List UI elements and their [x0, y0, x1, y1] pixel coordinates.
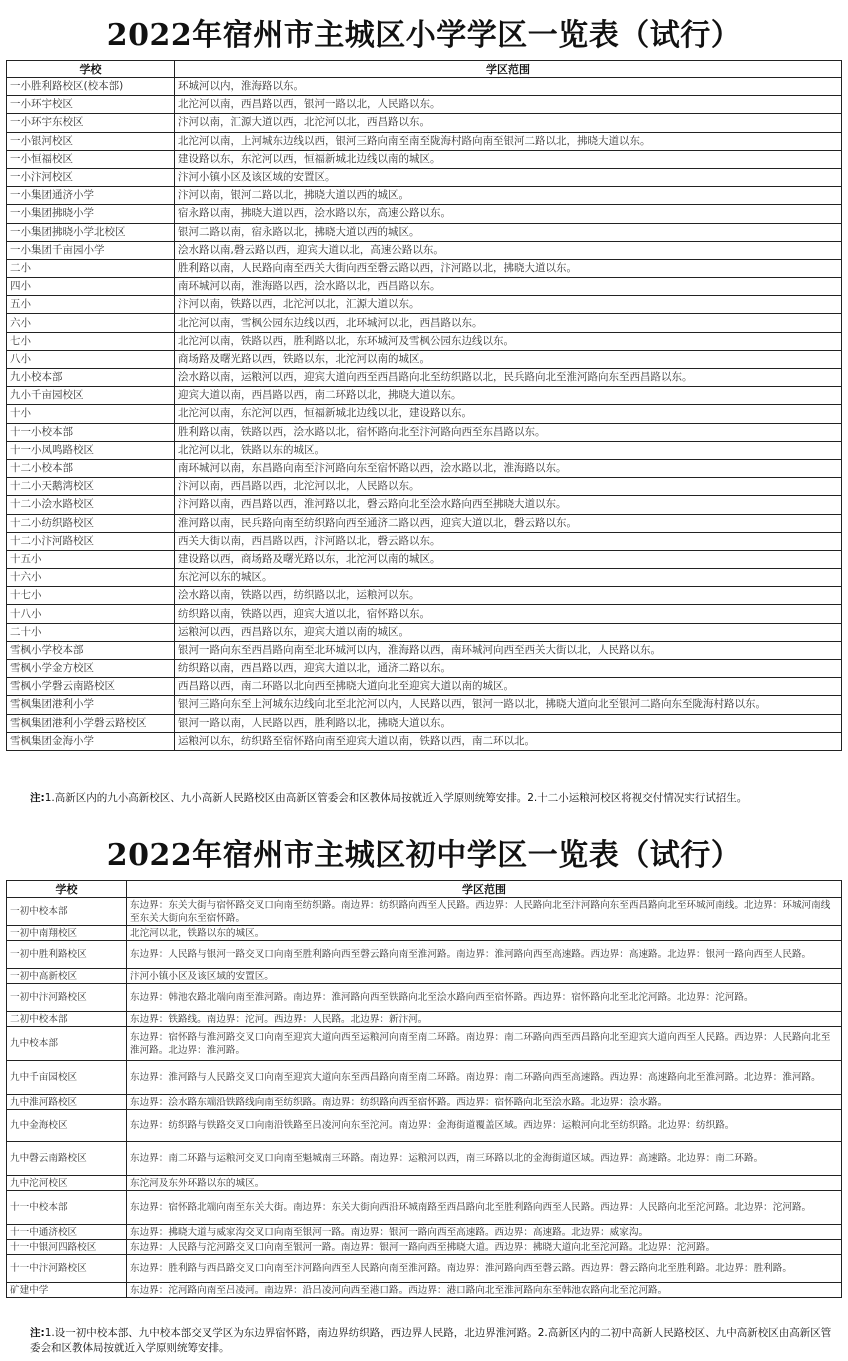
table-row	[7, 605, 842, 623]
school-name-cell: 一小环宇校区	[7, 96, 175, 114]
district-range-cell: 东边界：淮河路与人民路交叉口向南至迎宾大道向东至西昌路向南至南二环路。南边界：南二环路向西至高速路。西边界：高速路向北至淮河路。北边界：淮河路。	[127, 1061, 842, 1095]
district-range-cell: 胜利路以南，铁路以西，浍水路以北，宿怀路向北至汴河路向西至东昌路以东。	[175, 423, 842, 441]
table-row	[7, 350, 842, 368]
school-name-cell: 一初中胜利路校区	[7, 941, 127, 969]
school-name-cell: 七小	[7, 332, 175, 350]
table-row	[7, 205, 842, 223]
district-range-cell: 北沱河以北，铁路以东的城区。	[175, 441, 842, 459]
table-row	[7, 387, 842, 405]
table-row	[7, 623, 842, 641]
table-row	[7, 550, 842, 568]
district-range-cell: 浍水路以南,磬云路以西，迎宾大道以北，高速公路以东。	[175, 241, 842, 259]
middle-school-table	[6, 880, 842, 1298]
district-range-cell: 北沱河以南，上河城东边线以西，银河三路向南至南至陇海村路向南至银河二路以北，拂晓大道以东。	[175, 132, 842, 150]
school-name-cell: 九中淮河路校区	[7, 1095, 127, 1110]
school-name-cell: 二初中校本部	[7, 1012, 127, 1027]
table-row	[7, 941, 842, 969]
table-row	[7, 369, 842, 387]
table-row	[7, 1110, 842, 1142]
table-row	[7, 696, 842, 714]
district-range-cell: 东边界：人民路与银河一路交叉口向南至胜利路向西至磬云路向南至淮河路。南边界：淮河路向西至高速路。西边界：高速路。北边界：银河一路向西至人民路。	[127, 941, 842, 969]
school-name-cell: 十七小	[7, 587, 175, 605]
primary-note-label: 注:	[30, 792, 45, 804]
district-range-cell: 汴河小镇小区及该区域的安置区。	[127, 969, 842, 984]
primary-school-table	[6, 60, 842, 751]
district-range-cell: 北沱河以南，铁路以西，胜利路以北，东环城河及雪枫公园东边线以东。	[175, 332, 842, 350]
table-row	[7, 423, 842, 441]
table-row	[7, 714, 842, 732]
table-row	[7, 1061, 842, 1095]
table-row	[7, 114, 842, 132]
school-name-cell: 九中校本部	[7, 1027, 127, 1061]
district-range-cell: 汴河路以南，西昌路以西，淮河路以北，磬云路向北至浍水路向西至拂晓大道以东。	[175, 496, 842, 514]
district-range-cell: 银河一路向东至西昌路向南至北环城河以内，淮海路以西，南环城河向西至西关大街以北，人民路以东。	[175, 641, 842, 659]
table-row	[7, 1176, 842, 1191]
table-row	[7, 78, 842, 96]
table-row	[7, 241, 842, 259]
district-range-cell: 东边界：铁路线。南边界：沱河。西边界：人民路。北边界：新汴河。	[127, 1012, 842, 1027]
school-name-cell: 二小	[7, 259, 175, 277]
column-header-range: 学区范围	[175, 61, 842, 78]
school-name-cell: 一小胜利路校区(校本部)	[7, 78, 175, 96]
table-row	[7, 926, 842, 941]
district-range-cell: 汴河以南，银河二路以北，拂晓大道以西的城区。	[175, 187, 842, 205]
school-name-cell: 雪枫小学校本部	[7, 641, 175, 659]
district-range-cell: 西昌路以西，南二环路以北向西至拂晓大道向北至迎宾大道以南的城区。	[175, 678, 842, 696]
school-name-cell: 九小校本部	[7, 369, 175, 387]
district-range-cell: 东沱河及东外环路以东的城区。	[127, 1176, 842, 1191]
table-row	[7, 641, 842, 659]
school-name-cell: 四小	[7, 278, 175, 296]
school-name-cell: 一初中汴河路校区	[7, 984, 127, 1012]
table-row	[7, 514, 842, 532]
district-range-cell: 东边界：宿怀路北端向南至东关大街。南边界：东关大街向西沿环城南路至西昌路向北至胜利路向西至人民路。西边界：人民路向北至沱河路。北边界：沱河路。	[127, 1191, 842, 1225]
table-row	[7, 314, 842, 332]
school-name-cell: 一小集团拂晓小学北校区	[7, 223, 175, 241]
district-range-cell: 东边界：沱河路向南至吕凌河。南边界：沿吕凌河向西至港口路。西边界：港口路向北至淮河路向东至韩池农路向北至沱河路。	[127, 1283, 842, 1298]
district-range-cell: 银河一路以南，人民路以西，胜利路以北，拂晓大道以东。	[175, 714, 842, 732]
table-row	[7, 441, 842, 459]
school-name-cell: 十二小浍水路校区	[7, 496, 175, 514]
district-range-cell: 东边界：纺织路与铁路交叉口向南沿铁路至吕凌河向东至沱河。南边界：金海街道覆盖区域。西边界：运粮河向北至纺织路。北边界：纺织路。	[127, 1110, 842, 1142]
table-row	[7, 96, 842, 114]
table-row	[7, 1191, 842, 1225]
column-header-range: 学区范围	[127, 881, 842, 898]
school-name-cell: 二十小	[7, 623, 175, 641]
district-range-cell: 汴河以南，汇源大道以西，北沱河以北，西昌路以东。	[175, 114, 842, 132]
district-range-cell: 运粮河以西，西昌路以东，迎宾大道以南的城区。	[175, 623, 842, 641]
school-name-cell: 雪枫集团金海小学	[7, 732, 175, 750]
school-name-cell: 十一中校本部	[7, 1191, 127, 1225]
middle-note-label: 注:	[30, 1327, 45, 1339]
column-header-school: 学校	[7, 881, 127, 898]
district-range-cell: 东边界：东关大街与宿怀路交叉口向南至纺织路。南边界：纺织路向西至人民路。西边界：人民路向北至汴河路向东至西昌路向北至环城河南线。北边界：环城河南线至东关大街向东至宿怀路。	[127, 898, 842, 926]
school-name-cell: 十八小	[7, 605, 175, 623]
school-name-cell: 雪枫集团港利小学	[7, 696, 175, 714]
school-name-cell: 九小千亩园校区	[7, 387, 175, 405]
district-range-cell: 东边界：南二环路与运粮河交叉口向南至魁城南三环路。南边界：运粮河以西，南三环路以北的金海街道区域。西边界：高速路。北边界：南二环路。	[127, 1142, 842, 1176]
school-name-cell: 矿建中学	[7, 1283, 127, 1298]
district-range-cell: 纺织路以南，西昌路以西，迎宾大道以北，通济二路以东。	[175, 660, 842, 678]
table-row	[7, 898, 842, 926]
primary-title: 2022年宿州市主城区小学学区一览表（试行）	[106, 18, 742, 53]
table-row	[7, 278, 842, 296]
table-row	[7, 223, 842, 241]
school-name-cell: 十小	[7, 405, 175, 423]
table-row	[7, 150, 842, 168]
district-range-cell: 商场路及曙光路以西，铁路以东，北沱河以南的城区。	[175, 350, 842, 368]
school-name-cell: 十二小汴河路校区	[7, 532, 175, 550]
school-name-cell: 一初中校本部	[7, 898, 127, 926]
table-row	[7, 296, 842, 314]
district-range-cell: 南环城河以南，东昌路向南至汴河路向东至宿怀路以西，浍水路以北，淮海路以东。	[175, 459, 842, 477]
district-range-cell: 东沱河以东的城区。	[175, 569, 842, 587]
district-range-cell: 淮河路以南，民兵路向南至纺织路向西至通济二路以西，迎宾大道以北，磬云路以东。	[175, 514, 842, 532]
school-name-cell: 一小恒福校区	[7, 150, 175, 168]
school-name-cell: 八小	[7, 350, 175, 368]
district-range-cell: 胜利路以南，人民路向南至西关大街向西至磬云路以西，汴河路以北，拂晓大道以东。	[175, 259, 842, 277]
table-row	[7, 332, 842, 350]
column-header-school: 学校	[7, 61, 175, 78]
school-name-cell: 九中磬云南路校区	[7, 1142, 127, 1176]
table-row	[7, 678, 842, 696]
table-row	[7, 187, 842, 205]
district-range-cell: 东边界：拂晓大道与威家沟交叉口向南至银河一路。南边界：银河一路向西至高速路。西边界：高速路。北边界：威家沟。	[127, 1225, 842, 1240]
table-row	[7, 532, 842, 550]
school-name-cell: 雪枫小学金方校区	[7, 660, 175, 678]
school-name-cell: 九中沱河校区	[7, 1176, 127, 1191]
table-row	[7, 732, 842, 750]
district-range-cell: 汴河以南，铁路以西，北沱河以北，汇源大道以东。	[175, 296, 842, 314]
table-row	[7, 259, 842, 277]
school-name-cell: 一小集团拂晓小学	[7, 205, 175, 223]
middle-note-text: 1.设一初中校本部、九中校本部交叉学区为东边界宿怀路，南边界纺织路，西边界人民路，北边界淮河路。2.高新区内的二初中高新人民路校区、九中高新校区由高新区管委会和区教体局按就近入学原则统筹安排。	[30, 1327, 832, 1354]
primary-note-text: 1.高新区内的九小高新校区、九小高新人民路校区由高新区管委会和区教体局按就近入学原则统筹安排。2.十二小运粮河校区将视交付情况实行试招生。	[44, 792, 748, 804]
table-row	[7, 478, 842, 496]
school-name-cell: 一初中高新校区	[7, 969, 127, 984]
table-row	[7, 459, 842, 477]
school-name-cell: 雪枫小学磬云南路校区	[7, 678, 175, 696]
district-range-cell: 银河二路以南，宿永路以北，拂晓大道以西的城区。	[175, 223, 842, 241]
table-row	[7, 1255, 842, 1283]
school-name-cell: 一小汴河校区	[7, 168, 175, 186]
district-range-cell: 建设路以西，商场路及曙光路以东，北沱河以南的城区。	[175, 550, 842, 568]
school-name-cell: 十一中通济校区	[7, 1225, 127, 1240]
district-range-cell: 宿永路以南，拂晓大道以西，浍水路以东，高速公路以东。	[175, 205, 842, 223]
middle-note	[30, 1326, 840, 1356]
school-name-cell: 一小集团千亩园小学	[7, 241, 175, 259]
table-row	[7, 1283, 842, 1298]
district-range-cell: 浍水路以南，铁路以西，纺织路以北，运粮河以东。	[175, 587, 842, 605]
primary-note	[30, 791, 840, 806]
district-range-cell: 东边界：人民路与沱河路交叉口向南至银河一路。南边界：银河一路向西至拂晓大道。西边界：拂晓大道向北至沱河路。北边界：沱河路。	[127, 1240, 842, 1255]
school-name-cell: 五小	[7, 296, 175, 314]
table-row	[7, 1012, 842, 1027]
school-name-cell: 十一中汴河路校区	[7, 1255, 127, 1283]
school-name-cell: 一小环宇东校区	[7, 114, 175, 132]
table-row	[7, 496, 842, 514]
table-row	[7, 660, 842, 678]
table-row	[7, 405, 842, 423]
district-range-cell: 北沱河以南，雪枫公园东边线以西，北环城河以北，西昌路以东。	[175, 314, 842, 332]
school-name-cell: 九中千亩园校区	[7, 1061, 127, 1095]
district-range-cell: 东边界：韩池农路北端向南至淮河路。南边界：淮河路向西至铁路向北至浍水路向西至宿怀路。西边界：宿怀路向北至北沱河路。北边界：沱河路。	[127, 984, 842, 1012]
district-range-cell: 迎宾大道以南，西昌路以西，南二环路以北，拂晓大道以东。	[175, 387, 842, 405]
table-row	[7, 1142, 842, 1176]
district-range-cell: 汴河小镇小区及该区域的安置区。	[175, 168, 842, 186]
school-name-cell: 十二小纺织路校区	[7, 514, 175, 532]
school-name-cell: 雪枫集团港利小学磬云路校区	[7, 714, 175, 732]
district-range-cell: 运粮河以东，纺织路至宿怀路向南至迎宾大道以南，铁路以西，南二环以北。	[175, 732, 842, 750]
table-header-row	[7, 61, 842, 78]
middle-title: 2022年宿州市主城区初中学区一览表（试行）	[106, 838, 742, 873]
table-row	[7, 132, 842, 150]
district-range-cell: 银河三路向东至上河城东边线向北至北沱河以内，人民路以西，银河一路以北，拂晓大道向北至银河二路向东至陇海村路以东。	[175, 696, 842, 714]
table-row	[7, 1095, 842, 1110]
table-row	[7, 984, 842, 1012]
district-range-cell: 东边界：胜利路与西昌路交叉口向南至汴河路向西至人民路向南至淮河路。南边界：淮河路向西至磬云路。西边界：磬云路向北至胜利路。北边界：胜利路。	[127, 1255, 842, 1283]
district-range-cell: 北沱河以北，铁路以东的城区。	[127, 926, 842, 941]
district-range-cell: 东边界：宿怀路与淮河路交叉口向南至迎宾大道向西至运粮河向南至南二环路。南边界：南二环路向西至西昌路向北至迎宾大道向西至人民路。西边界：人民路向北至淮河路。北边界：淮河路。	[127, 1027, 842, 1061]
table-header-row	[7, 881, 842, 898]
table-row	[7, 1027, 842, 1061]
school-name-cell: 十五小	[7, 550, 175, 568]
school-name-cell: 十六小	[7, 569, 175, 587]
table-row	[7, 569, 842, 587]
district-range-cell: 建设路以东，东沱河以西，恒福新城北边线以南的城区。	[175, 150, 842, 168]
table-row	[7, 168, 842, 186]
school-name-cell: 十二小校本部	[7, 459, 175, 477]
district-range-cell: 汴河以南，西昌路以西，北沱河以北，人民路以东。	[175, 478, 842, 496]
table-row	[7, 1225, 842, 1240]
table-row	[7, 587, 842, 605]
district-range-cell: 环城河以内，淮海路以东。	[175, 78, 842, 96]
district-range-cell: 北沱河以南，东沱河以西，恒福新城北边线以北，建设路以东。	[175, 405, 842, 423]
school-name-cell: 一小银河校区	[7, 132, 175, 150]
district-range-cell: 西关大街以南，西昌路以西，汴河路以北，磬云路以东。	[175, 532, 842, 550]
school-name-cell: 十二小天鹅湾校区	[7, 478, 175, 496]
school-name-cell: 九中金海校区	[7, 1110, 127, 1142]
district-range-cell: 东边界：浍水路东端沿铁路线向南至纺织路。南边界：纺织路向西至宿怀路。西边界：宿怀路向北至浍水路。北边界：浍水路。	[127, 1095, 842, 1110]
school-name-cell: 一小集团通济小学	[7, 187, 175, 205]
school-name-cell: 十一小凤鸣路校区	[7, 441, 175, 459]
district-range-cell: 纺织路以南，铁路以西，迎宾大道以北，宿怀路以东。	[175, 605, 842, 623]
table-row	[7, 969, 842, 984]
school-name-cell: 十一小校本部	[7, 423, 175, 441]
school-name-cell: 十一中银河四路校区	[7, 1240, 127, 1255]
school-name-cell: 六小	[7, 314, 175, 332]
table-row	[7, 1240, 842, 1255]
school-name-cell: 一初中南翔校区	[7, 926, 127, 941]
district-range-cell: 浍水路以南，运粮河以西，迎宾大道向西至西昌路向北至纺织路以北，民兵路向北至淮河路向东至西昌路以东。	[175, 369, 842, 387]
district-range-cell: 南环城河以南，淮海路以西，浍水路以北，西昌路以东。	[175, 278, 842, 296]
district-range-cell: 北沱河以南，西昌路以西，银河一路以北，人民路以东。	[175, 96, 842, 114]
